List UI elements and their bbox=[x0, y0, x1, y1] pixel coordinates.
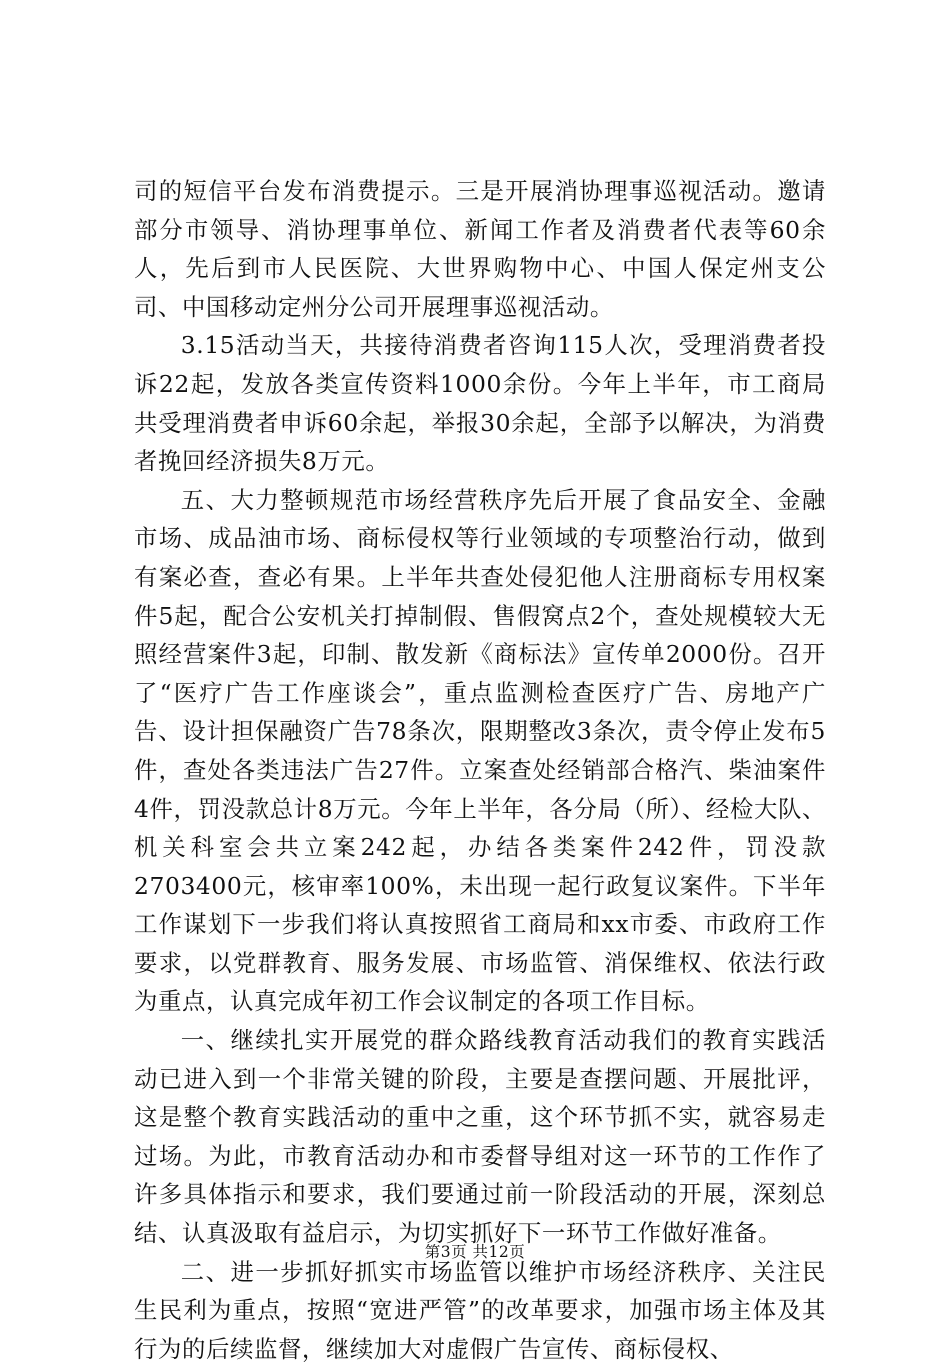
page-footer: 第3页 共12页 bbox=[424, 1243, 526, 1261]
paragraph-4: 一、继续扎实开展党的群众路线教育活动我们的教育实践活动已进入到一个非常关键的阶段，主要是查摆问题、开展批评，这是整个教育实践活动的重中之重，这个环节抓不实，就容易走过场。为此，市教育活动办和市委督导组对这一环节的工作作了许多具体指示和要求，我们要通过前一阶段活动的开展，深刻总结、认真汲取有益启示，为切实抓好下一环节工作做好准备。 bbox=[134, 1026, 826, 1248]
paragraph-1: 司的短信平台发布消费提示。三是开展消协理事巡视活动。邀请部分市领导、消协理事单位、新闻工作者及消费者代表等60余人，先后到市人民医院、大世界购物中心、中国人保定州支公司、中国移动定州分公司开展理事巡视活动。 bbox=[134, 177, 826, 321]
paragraph-3: 五、大力整顿规范市场经营秩序先后开展了食品安全、金融市场、成品油市场、商标侵权等行业领域的专项整治行动，做到有案必查，查必有果。上半年共查处侵犯他人注册商标专用权案件5起，配合公安机关打掉制假、售假窝点2个，查处规模较大无照经营案件3起，印制、散发新《商标法》宣传单2000份。召开了“医疗广告工作座谈会”，重点监测检查医疗广告、房地产广告、设计担保融资广告78条次，限期整改3条次，责令停止发布5件，查处各类违法广告27件。立案查处经销部合格汽、柴油案件4件，罚没款总计8万元。今年上半年，各分局（所）、经检大队、机关科室会共立案242起，办结各类案件242件，罚没款2703400元，核审率100%，未出现一起行政复议案件。下半年工作谋划下一步我们将认真按照省工商局和xx市委、市政府工作要求，以党群教育、服务发展、市场监管、消保维权、依法行政为重点，认真完成年初工作会议制定的各项工作目标。 bbox=[134, 485, 826, 1016]
paragraph-2: 3.15活动当天，共接待消费者咨询115人次，受理消费者投诉22起，发放各类宣传资料1000余份。今年上半年，市工商局共受理消费者申诉60余起，举报30余起，全部予以解决，为消费者挽回经济损失8万元。 bbox=[134, 331, 826, 476]
document-body bbox=[134, 172, 826, 1368]
paragraph-5: 二、进一步抓好抓实市场监管以维护市场经济秩序、关注民生民利为重点，按照“宽进严管”的改革要求，加强市场主体及其行为的后续监督，继续加大对虚假广告宣传、商标侵权、 bbox=[134, 1257, 826, 1363]
